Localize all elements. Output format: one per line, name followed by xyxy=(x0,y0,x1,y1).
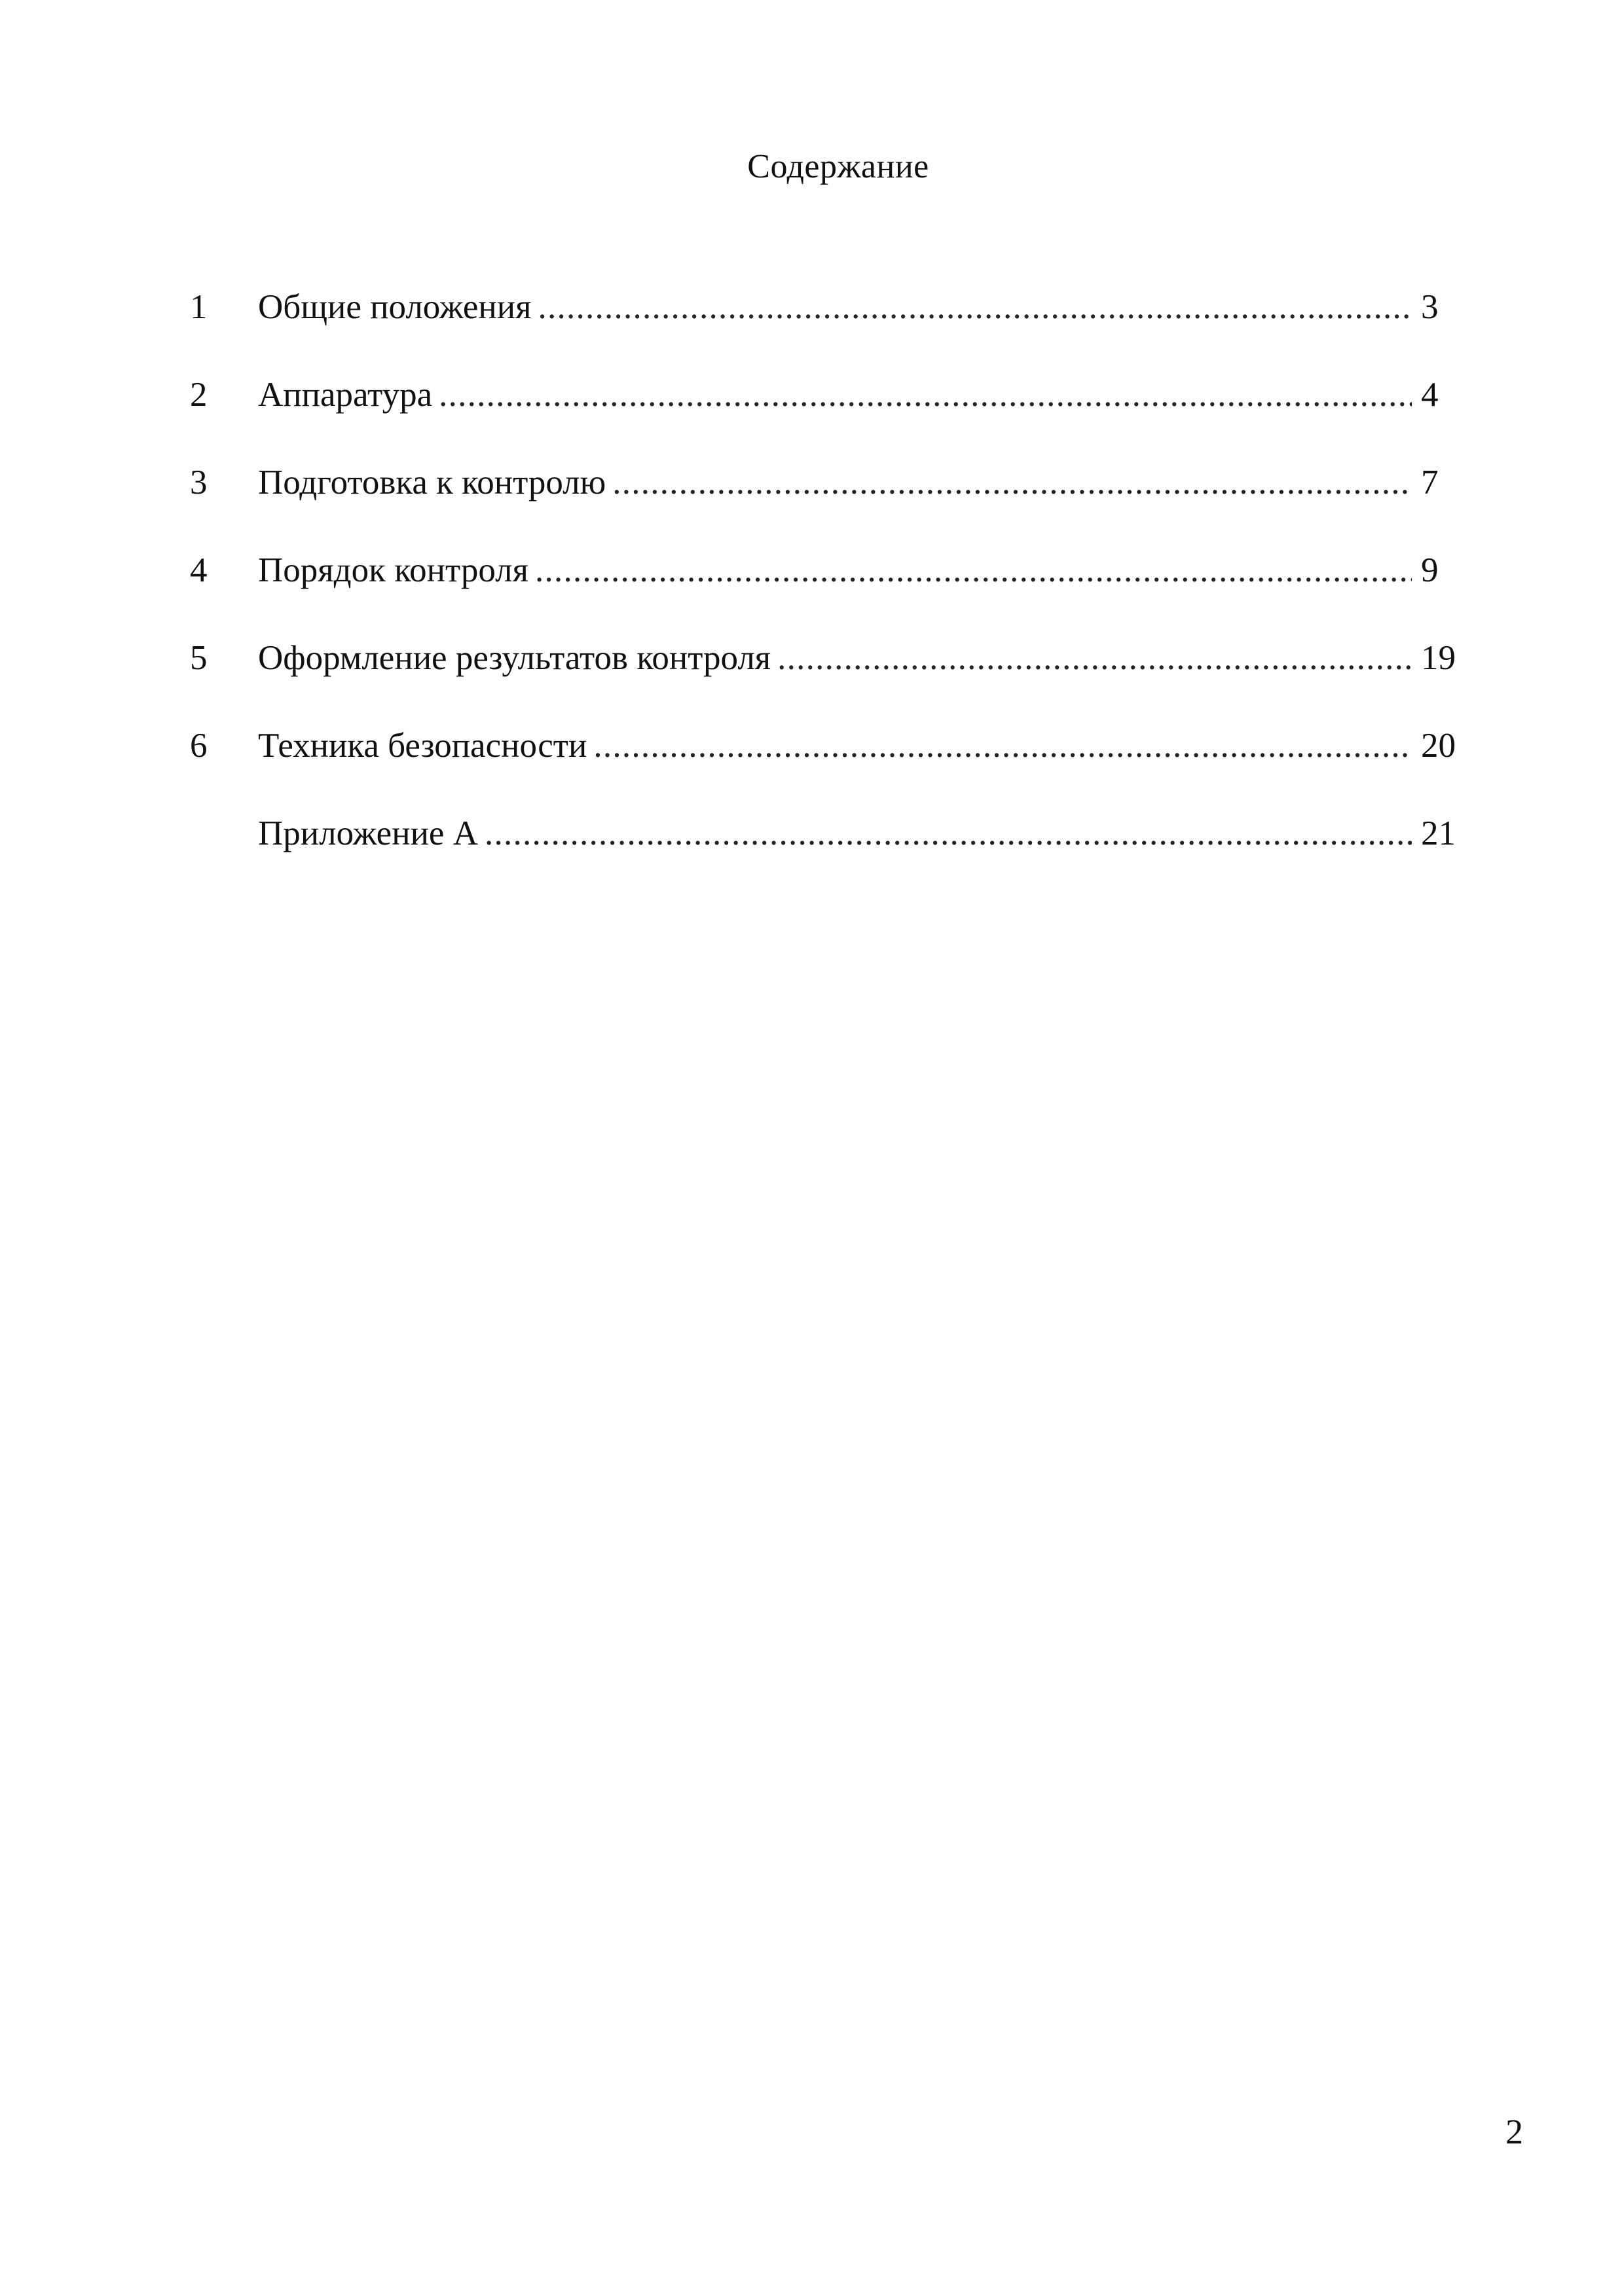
table-of-contents xyxy=(190,263,1467,877)
toc-entry-label: Приложение А xyxy=(258,814,478,852)
toc-entry xyxy=(190,351,1467,439)
toc-leader-dots xyxy=(485,814,1412,853)
toc-entry-number: 3 xyxy=(190,464,208,501)
toc-entry-number: 5 xyxy=(190,639,208,677)
toc-entry-page: 4 xyxy=(1421,376,1439,414)
toc-leader-dots xyxy=(612,463,1412,502)
toc-entry-number: 2 xyxy=(190,376,208,414)
toc-entry-number: 1 xyxy=(190,288,208,326)
toc-entry-number: 6 xyxy=(190,727,208,765)
toc-entry-page: 20 xyxy=(1421,727,1456,765)
toc-entry-page: 9 xyxy=(1421,551,1439,589)
toc-entry xyxy=(190,439,1467,526)
toc-entry-page: 3 xyxy=(1421,288,1439,326)
toc-leader-dots xyxy=(777,638,1412,678)
toc-entry-page: 19 xyxy=(1421,639,1456,677)
toc-entry-label: Подготовка к контролю xyxy=(258,464,606,501)
toc-leader-dots xyxy=(535,551,1412,590)
toc-leader-dots xyxy=(593,726,1412,765)
toc-entry-label: Порядок контроля xyxy=(258,551,528,589)
toc-entry-label: Оформление результатов контроля xyxy=(258,639,771,677)
toc-entry-page: 21 xyxy=(1421,814,1456,852)
toc-entry-page: 7 xyxy=(1421,464,1439,501)
toc-entry xyxy=(190,526,1467,614)
toc-entry xyxy=(190,702,1467,790)
toc-entry-label: Техника безопасности xyxy=(258,727,587,765)
toc-leader-dots xyxy=(439,375,1412,414)
toc-entry-label: Аппаратура xyxy=(258,376,433,414)
toc-entry xyxy=(190,263,1467,351)
toc-leader-dots xyxy=(538,287,1412,327)
toc-entry xyxy=(190,614,1467,702)
toc-entry-number: 4 xyxy=(190,551,208,589)
toc-title: Содержание xyxy=(747,148,929,185)
toc-entry xyxy=(190,790,1467,877)
toc-entry-label: Общие положения xyxy=(258,288,532,326)
page-number: 2 xyxy=(1505,2112,1523,2151)
